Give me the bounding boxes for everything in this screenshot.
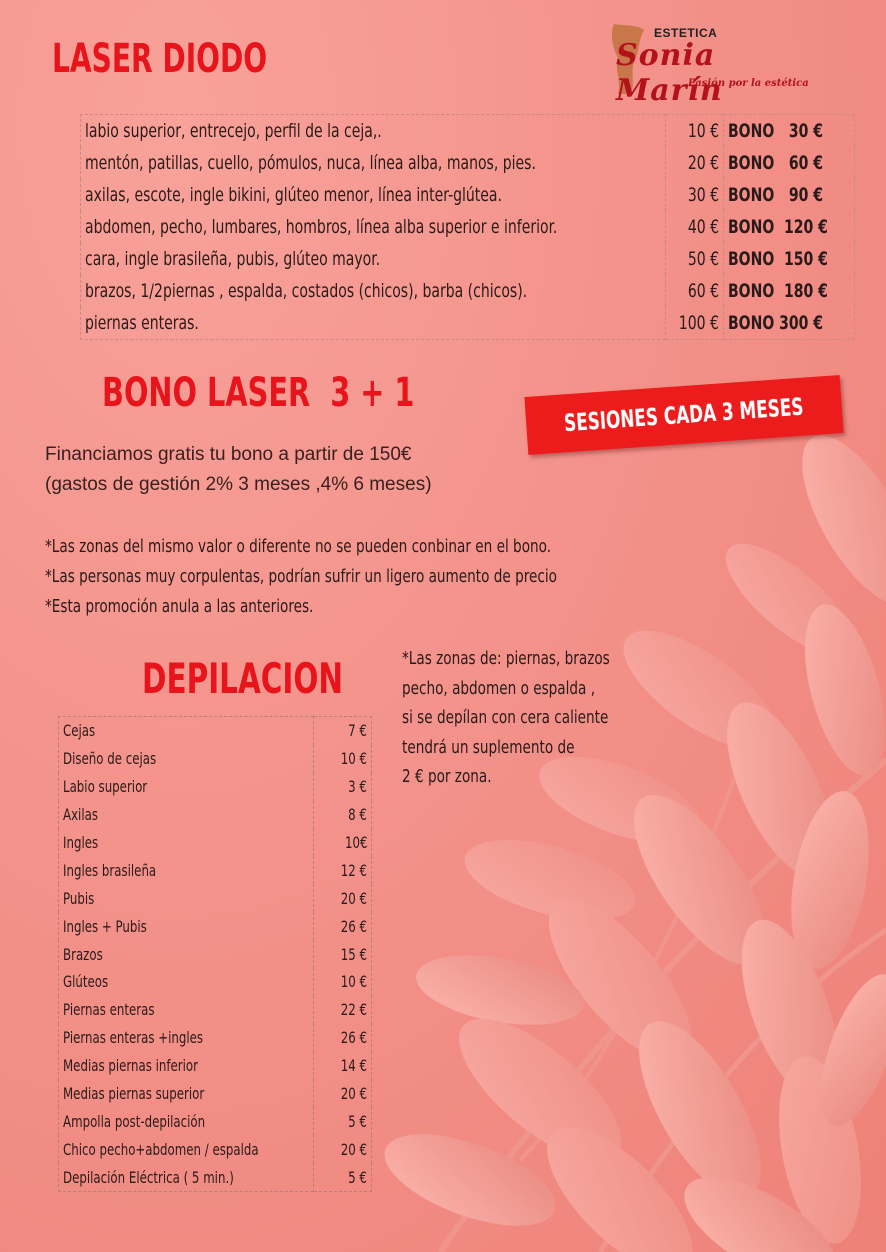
table-row (59, 940, 372, 968)
laser-bono: BONO 90 € (727, 184, 823, 206)
table-row (81, 147, 855, 179)
wax-note-line: *Las zonas de: piernas, brazos (402, 648, 610, 669)
depil-price: 26 € (340, 1028, 367, 1048)
table-row (81, 211, 855, 243)
financing-text (45, 440, 432, 500)
depil-item: Chico pecho+abdomen / espalda (63, 1139, 259, 1159)
note-line: *Las personas muy corpulentas, podrían sufrir un ligero aumento de precio (45, 566, 557, 587)
laser-bono: BONO 120 € (727, 216, 828, 238)
depil-item: Ingles brasileña (63, 860, 157, 880)
laser-area: abdomen, pecho, lumbares, hombros, línea alba superior e inferior. (85, 216, 558, 238)
table-row (59, 1135, 372, 1163)
depilacion-title: DEPILACION (142, 654, 344, 703)
depil-price: 8 € (348, 805, 367, 825)
depilacion-price-table (58, 716, 372, 1192)
laser-area: axilas, escote, ingle bikini, glúteo menor, línea inter-glútea. (85, 184, 502, 206)
depil-price: 5 € (348, 1111, 367, 1131)
laser-bono: BONO 180 € (727, 280, 828, 302)
depil-item: Cejas (63, 721, 96, 741)
depil-price: 22 € (340, 1000, 367, 1020)
depil-price: 20 € (340, 1139, 367, 1159)
laser-area: mentón, patillas, cuello, pómulos, nuca, línea alba, manos, pies. (85, 152, 536, 174)
table-row (59, 1163, 372, 1191)
table-row (59, 745, 372, 773)
table-row (81, 179, 855, 211)
depil-item: Labio superior (63, 777, 148, 797)
wax-note-line: 2 € por zona. (402, 766, 492, 787)
logo-name: Sonia Marín (616, 38, 723, 108)
table-row (59, 773, 372, 801)
laser-price: 10 € (687, 120, 719, 142)
depil-price: 20 € (340, 888, 367, 908)
depil-price: 15 € (340, 944, 367, 964)
wax-note-line: si se depílan con cera caliente (402, 707, 609, 728)
note-line: *Las zonas del mismo valor o diferente no se pueden conbinar en el bono. (45, 536, 552, 557)
depil-item: Pubis (63, 888, 95, 908)
table-row (81, 307, 855, 340)
laser-bono: BONO 150 € (727, 248, 828, 270)
depil-price: 20 € (340, 1084, 367, 1104)
stamp-text: SESIONES CADA 3 MESES (563, 392, 805, 438)
depil-price: 10€ (344, 833, 367, 852)
logo-tagline: Pasión por la estética (688, 78, 809, 89)
table-row (81, 243, 855, 275)
table-row (59, 912, 372, 940)
laser-price: 40 € (687, 216, 719, 238)
laser-area: piernas enteras. (85, 312, 199, 334)
finance-line: (gastos de gestión 2% 3 meses ,4% 6 meses) (45, 474, 432, 495)
table-row (59, 1052, 372, 1080)
laser-price: 60 € (687, 280, 719, 302)
table-row (59, 1080, 372, 1108)
table-row (81, 115, 855, 148)
depil-price: 3 € (348, 777, 367, 797)
table-row (59, 996, 372, 1024)
laser-bono: BONO 30 € (727, 120, 823, 142)
logo (600, 18, 815, 108)
table-row (59, 829, 372, 857)
bono-title: BONO LASER 3 + 1 (102, 370, 415, 416)
finance-line: Financiamos gratis tu bono a partir de 150€ (45, 444, 412, 465)
depil-item: Medias piernas superior (63, 1084, 205, 1104)
depil-item: Ampolla post-depilación (63, 1111, 206, 1131)
depil-item: Glúteos (63, 972, 109, 992)
depil-price: 5 € (348, 1167, 367, 1187)
laser-price: 30 € (687, 184, 719, 206)
table-row (59, 968, 372, 996)
depil-item: Axilas (63, 805, 99, 825)
laser-title: LASER DIODO (52, 36, 268, 82)
depil-price: 7 € (348, 721, 367, 741)
note-line: *Esta promoción anula a las anteriores. (45, 596, 314, 617)
laser-area: cara, ingle brasileña, pubis, glúteo mayor. (85, 248, 381, 270)
laser-price: 20 € (687, 152, 719, 174)
depil-item: Ingles (63, 833, 99, 852)
table-row (59, 1024, 372, 1052)
depil-item: Ingles + Pubis (63, 916, 147, 936)
wax-supplement-note (402, 644, 649, 792)
table-row (81, 275, 855, 307)
wax-note-line: pecho, abdomen o espalda , (402, 677, 596, 699)
laser-price-table (80, 114, 855, 340)
table-row (59, 856, 372, 884)
depil-price: 12 € (340, 860, 367, 880)
table-row (59, 884, 372, 912)
wax-note-line: tendrá un suplemento de (402, 736, 575, 758)
depil-item: Diseño de cejas (63, 749, 157, 769)
table-row (59, 1107, 372, 1135)
table-row (59, 717, 372, 745)
depil-item: Piernas enteras +ingles (63, 1028, 204, 1048)
laser-area: labio superior, entrecejo, perfil de la ceja,. (85, 120, 382, 142)
logo-top-text: ESTETICA (654, 26, 718, 40)
laser-bono: BONO 60 € (727, 152, 823, 174)
table-row (59, 801, 372, 829)
conditions-notes (45, 532, 654, 622)
laser-bono: BONO 300 € (727, 312, 823, 334)
depil-item: Piernas enteras (63, 1000, 155, 1020)
depil-item: Medias piernas inferior (63, 1056, 199, 1076)
depil-price: 26 € (340, 916, 367, 936)
depil-price: 10 € (340, 972, 367, 992)
depil-item: Depilación Eléctrica ( 5 min.) (63, 1167, 234, 1187)
laser-price: 100 € (678, 312, 719, 334)
laser-price: 50 € (687, 248, 719, 270)
depil-price: 14 € (340, 1056, 367, 1076)
depil-price: 10 € (340, 749, 367, 769)
laser-area: brazos, 1/2piernas , espalda, costados (chicos), barba (chicos). (85, 280, 528, 302)
depil-item: Brazos (63, 944, 103, 964)
